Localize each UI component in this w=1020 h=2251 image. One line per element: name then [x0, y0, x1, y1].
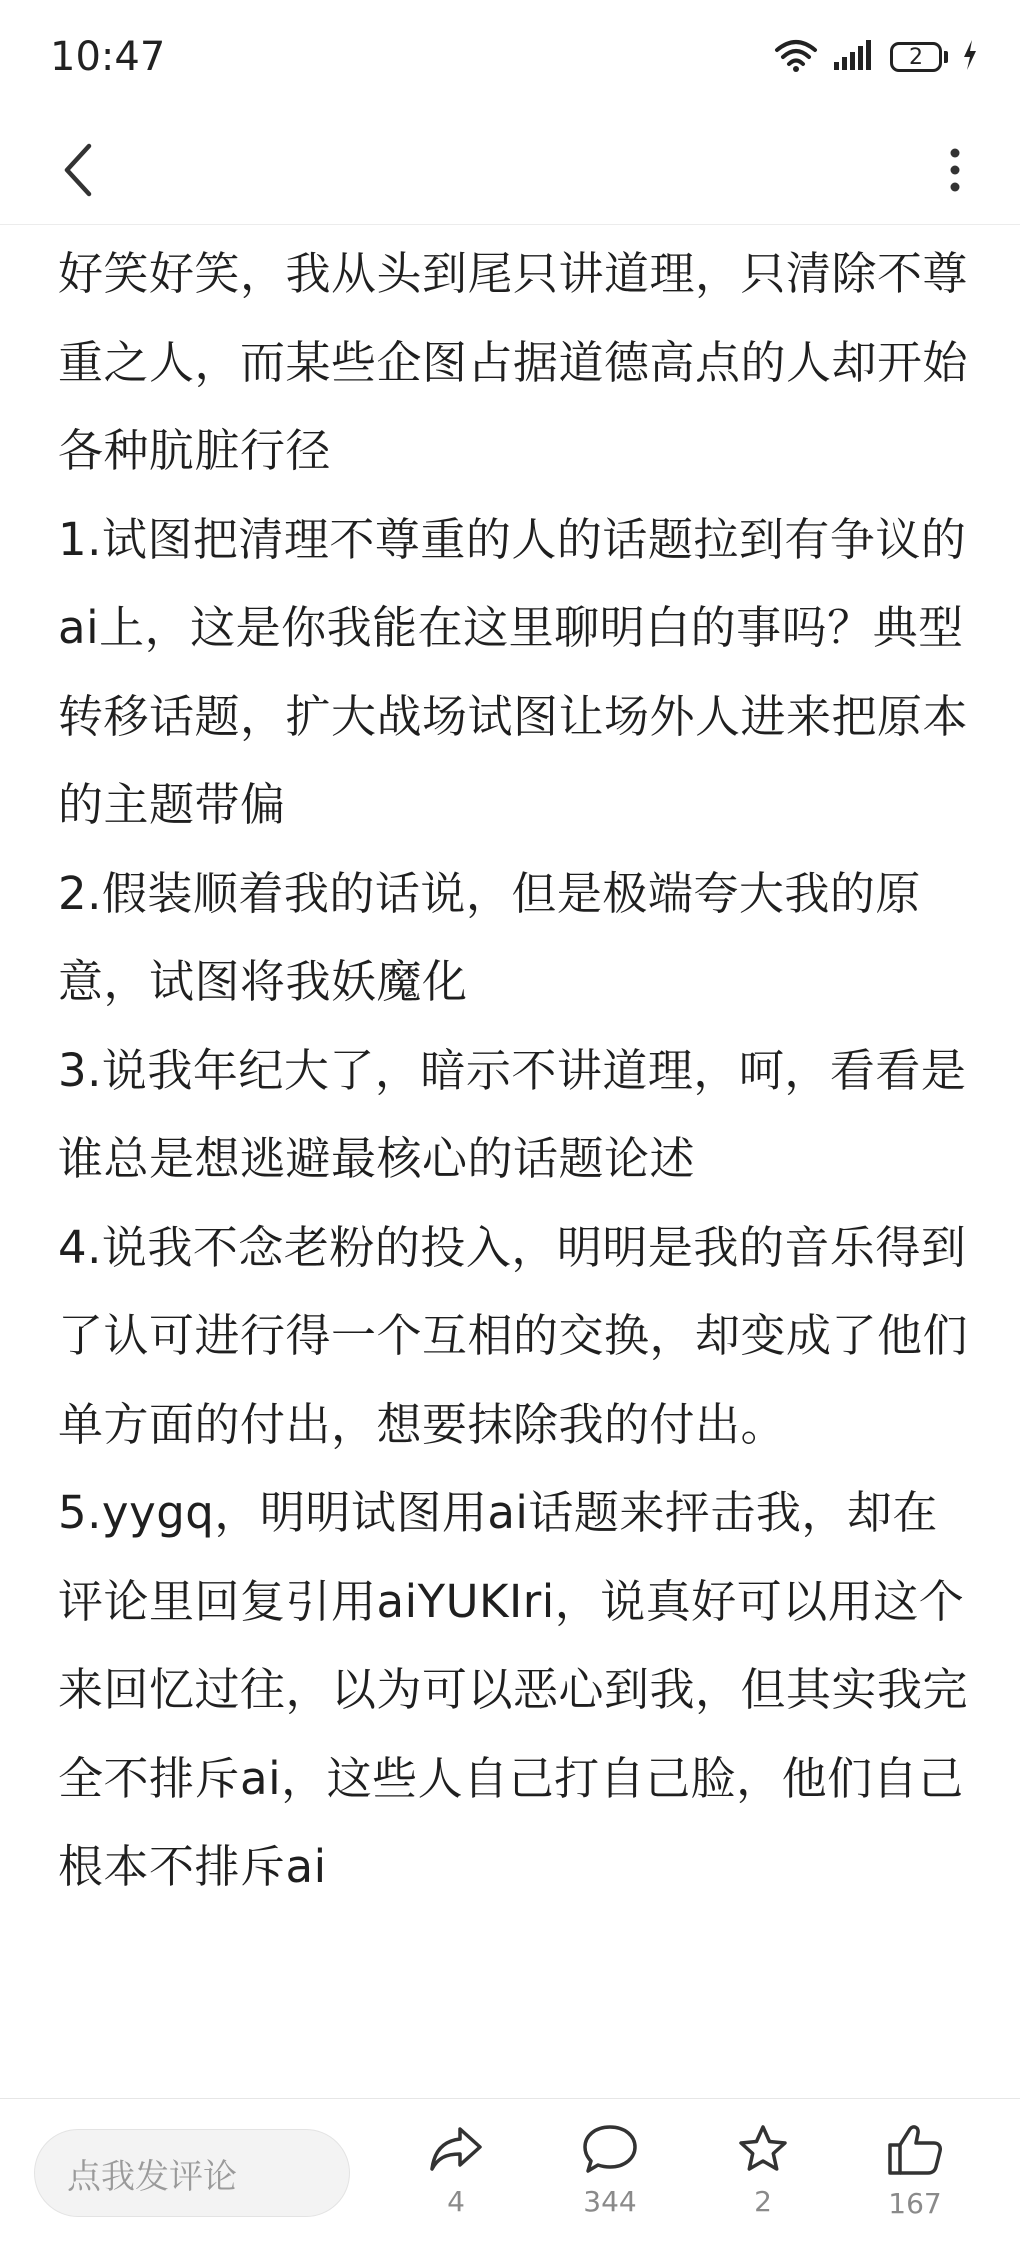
charging-icon — [962, 39, 978, 75]
back-button[interactable] — [48, 136, 108, 208]
wifi-icon — [774, 38, 818, 76]
post-content — [58, 230, 978, 1912]
favorite-button[interactable] — [703, 2113, 823, 2241]
comment-input[interactable]: 点我发评论 — [34, 2129, 350, 2217]
signal-icon — [832, 38, 876, 76]
status-time: 10:47 — [50, 34, 166, 80]
top-nav-bar — [0, 120, 1020, 225]
comment-bubble-icon — [581, 2113, 639, 2179]
like-button[interactable] — [855, 2113, 975, 2241]
share-icon — [428, 2113, 484, 2179]
favorite-count: 2 — [754, 2185, 772, 2218]
post-paragraph: 4.说我不念老粉的投入，明明是我的音乐得到了认可进行得一个互相的交换，却变成了他们单方面的付出，想要抹除我的付出。 — [58, 1220, 969, 1451]
bottom-action-bar — [0, 2098, 1020, 2251]
thumbs-up-icon — [886, 2113, 944, 2181]
post-paragraph: 好笑好笑，我从头到尾只讲道理，只清除不尊重之人，而某些企图占据道德高点的人却开始各种肮脏行径 — [58, 247, 969, 477]
post-paragraph: 2.假装顺着我的话说，但是极端夸大我的原意，试图将我妖魔化 — [58, 866, 921, 1008]
share-button[interactable] — [396, 2113, 516, 2241]
battery-icon — [890, 42, 948, 72]
battery-level: 2 — [890, 42, 942, 72]
like-count: 167 — [888, 2187, 942, 2220]
comment-button[interactable] — [550, 2113, 670, 2241]
chevron-left-icon — [61, 142, 95, 202]
comment-count: 344 — [583, 2185, 637, 2218]
post-paragraph: 5.yygq，明明试图用ai话题来抨击我，却在评论里回复引用aiYUKIri，说真好可以用这个来回忆过往，以为可以恶心到我，但其实我完全不排斥ai，这些人自己打自己脸，他们自己根本不排斥ai — [58, 1486, 969, 1893]
star-icon — [735, 2113, 791, 2179]
post-paragraph: 1.试图把清理不尊重的人的话题拉到有争议的ai上，这是你我能在这里聊明白的事吗？典型转移话题，扩大战场试图让场外人进来把原本的主题带偏 — [58, 512, 969, 831]
status-bar — [0, 0, 1020, 120]
more-options-button[interactable] — [930, 136, 980, 208]
post-paragraph: 3.说我年纪大了，暗示不讲道理，呵，看看是谁总是想逃避最核心的话题论述 — [58, 1043, 967, 1185]
share-count: 4 — [447, 2185, 465, 2218]
status-icons — [774, 38, 978, 76]
more-vertical-icon — [949, 147, 961, 197]
